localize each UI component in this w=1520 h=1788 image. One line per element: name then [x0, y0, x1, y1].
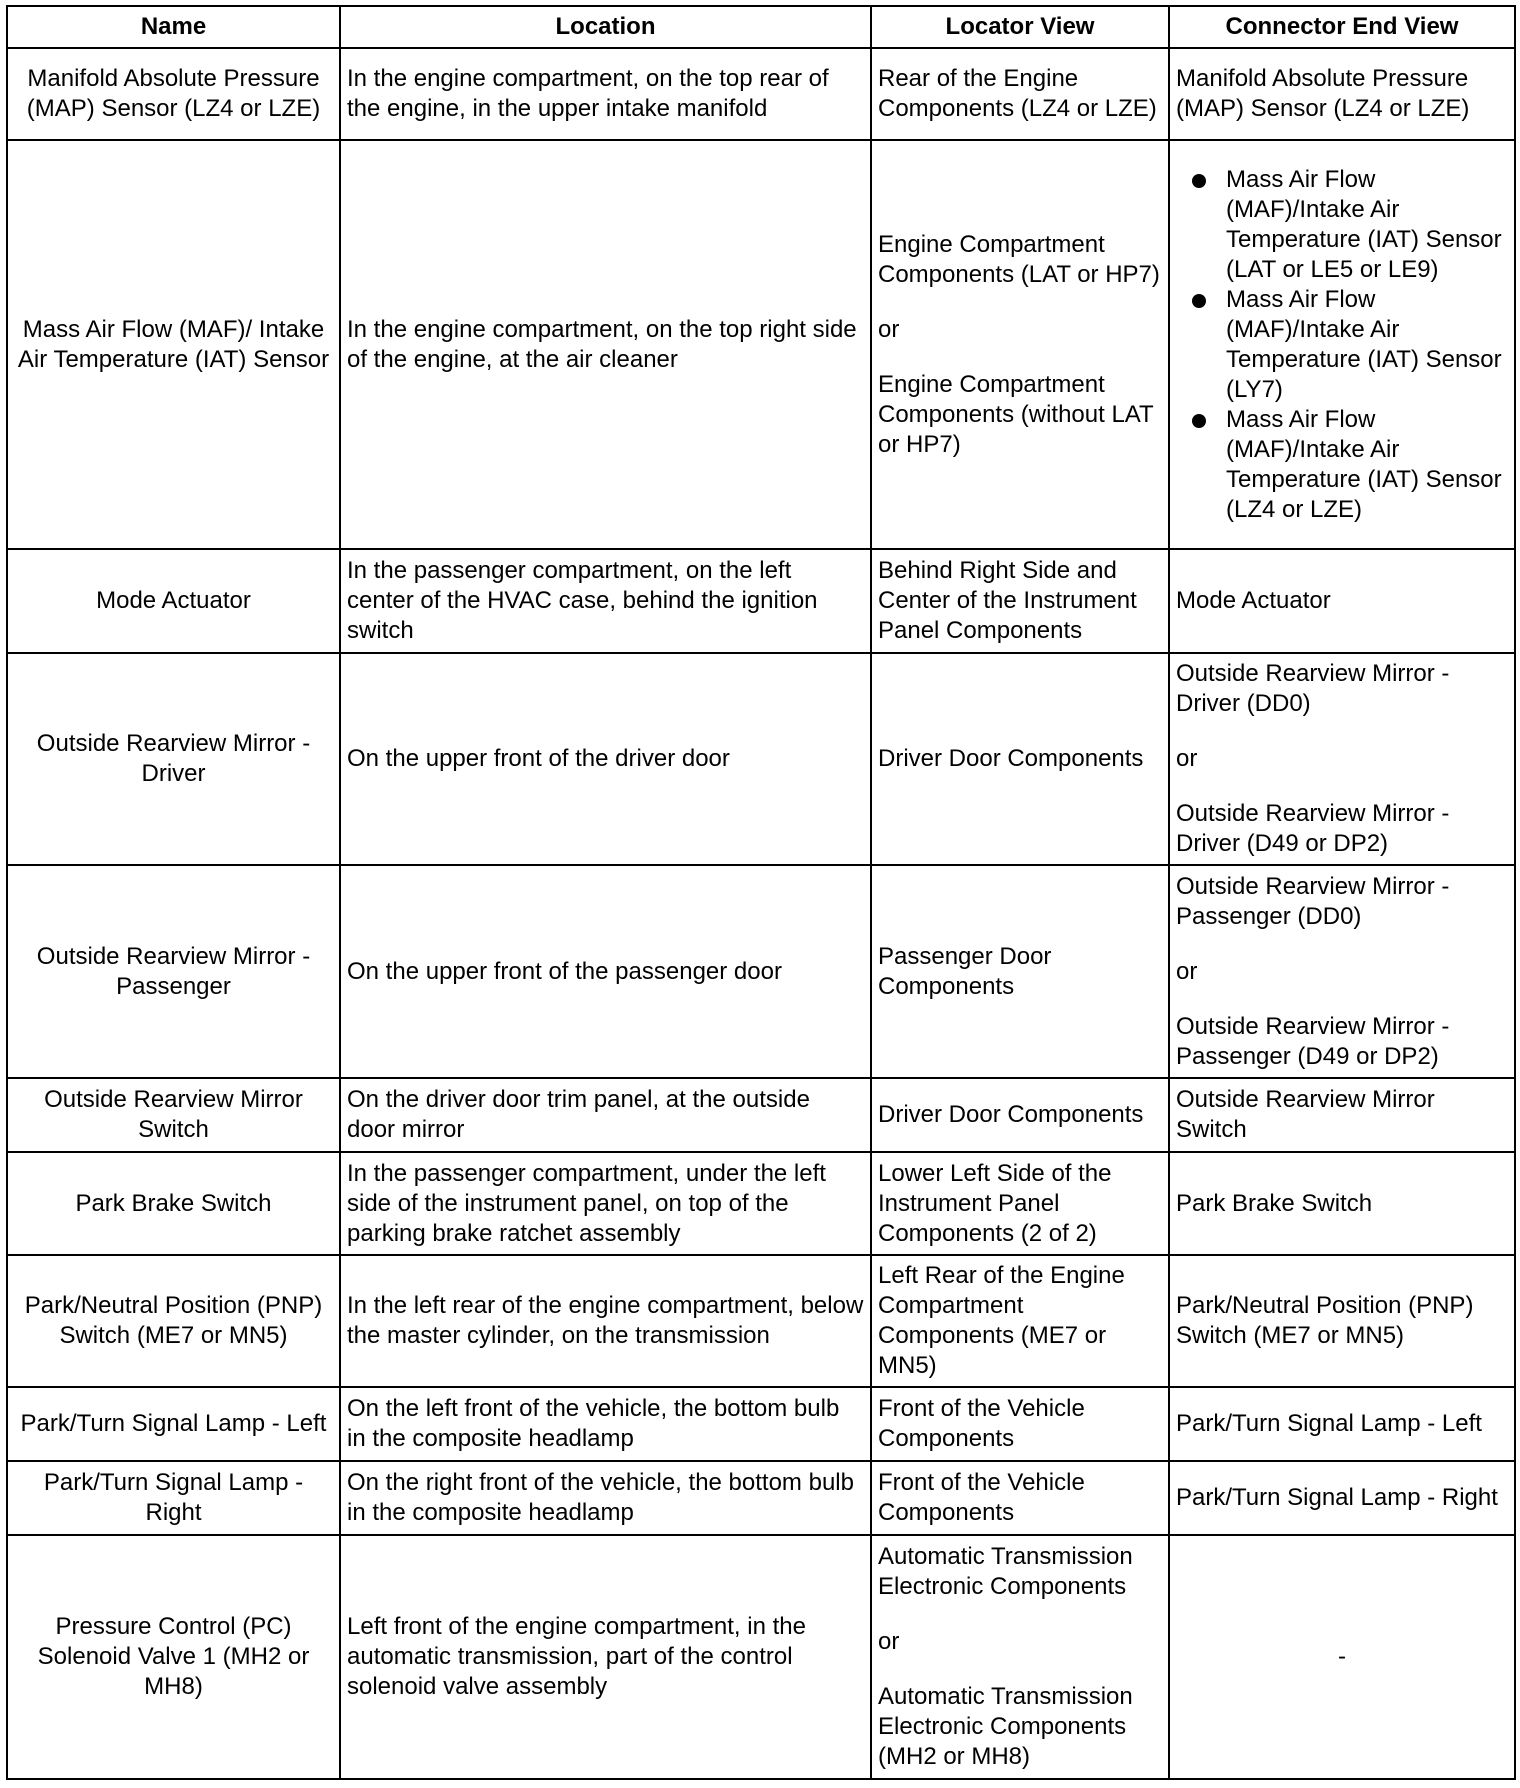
locator-view-text: Automatic Transmission Electronic Components [878, 1543, 1133, 1600]
locator-view-text: Engine Compartment Components (LAT or HP7) [878, 230, 1160, 288]
connector-view-text: Outside Rearview Mirror Switch [1176, 1086, 1435, 1143]
table-row [7, 1078, 1515, 1152]
locator-view-cell [871, 865, 1169, 1078]
connector-view-text: Mode Actuator [1176, 587, 1331, 614]
locator-view-or: or [878, 315, 900, 343]
connector-view-or: or [1176, 745, 1198, 772]
table-row [7, 1255, 1515, 1387]
connector-view-text: - [1338, 1643, 1346, 1670]
name-cell: Park Brake Switch [7, 1152, 340, 1255]
table-row [7, 140, 1515, 549]
connector-view-text: Outside Rearview Mirror - Driver (DD0) [1176, 660, 1450, 717]
bullet-icon [1192, 414, 1206, 428]
connector-view-text: Park/Turn Signal Lamp - Right [1176, 1484, 1498, 1511]
name-cell: Outside Rearview Mirror Switch [7, 1078, 340, 1152]
connector-view-text: Mass Air Flow (MAF)/Intake Air Temperature (IAT) Sensor (LZ4 or LZE) [1226, 405, 1502, 523]
connector-view-text: Outside Rearview Mirror - Driver (D49 or DP2) [1176, 800, 1450, 857]
name-cell: Pressure Control (PC) Solenoid Valve 1 (MH2 or MH8) [7, 1535, 340, 1779]
header-name: Name [7, 6, 340, 48]
connector-view-cell [1169, 48, 1515, 140]
header-row [7, 6, 1515, 48]
location-cell: On the right front of the vehicle, the bottom bulb in the composite headlamp [340, 1461, 871, 1535]
header-location: Location [340, 6, 871, 48]
connector-view-text: Mass Air Flow (MAF)/Intake Air Temperature (IAT) Sensor (LAT or LE5 or LE9) [1226, 165, 1502, 283]
location-cell: In the left rear of the engine compartment, below the master cylinder, on the transmission [340, 1255, 871, 1387]
table-row [7, 865, 1515, 1078]
locator-view-cell [871, 653, 1169, 865]
locator-view-cell [871, 1387, 1169, 1461]
locator-view-cell [871, 1152, 1169, 1255]
bullet-icon [1192, 174, 1206, 188]
locator-view-text: Lower Left Side of the Instrument Panel Components (2 of 2) [878, 1159, 1112, 1247]
header-locator-view: Locator View [871, 6, 1169, 48]
locator-view-text: Front of the Vehicle Components [878, 1469, 1085, 1526]
table-row [7, 48, 1515, 140]
table-row [7, 1461, 1515, 1535]
location-cell: On the upper front of the passenger door [340, 865, 871, 1078]
locator-view-text: Rear of the Engine Components (LZ4 or LZE) [878, 65, 1157, 122]
locator-view-cell [871, 1461, 1169, 1535]
table-row [7, 1535, 1515, 1779]
connector-view-cell [1169, 1078, 1515, 1152]
connector-view-cell [1169, 1535, 1515, 1779]
connector-view-text: Manifold Absolute Pressure (MAP) Sensor (LZ4 or LZE) [1176, 65, 1470, 122]
connector-view-text: Park Brake Switch [1176, 1189, 1373, 1217]
connector-view-cell [1169, 140, 1515, 549]
locator-view-cell [871, 1255, 1169, 1387]
locator-view-or: or [878, 1628, 900, 1655]
name-cell: Park/Turn Signal Lamp - Left [7, 1387, 340, 1461]
name-cell: Park/Turn Signal Lamp - Right [7, 1461, 340, 1535]
table-body [7, 48, 1515, 1779]
connector-view-cell [1169, 1461, 1515, 1535]
connector-view-text: Park/Neutral Position (PNP) Switch (ME7 or MN5) [1176, 1292, 1474, 1349]
connector-view-cell [1169, 653, 1515, 865]
component-locator-table [6, 5, 1516, 1780]
location-cell: On the left front of the vehicle, the bottom bulb in the composite headlamp [340, 1387, 871, 1461]
locator-view-text: Front of the Vehicle Components [878, 1395, 1085, 1452]
table-row [7, 1387, 1515, 1461]
location-cell: In the engine compartment, on the top rear of the engine, in the upper intake manifold [340, 48, 871, 140]
list-item [1176, 405, 1508, 525]
locator-view-text: Driver Door Components [878, 745, 1144, 772]
location-cell: In the passenger compartment, under the left side of the instrument panel, on top of the parking brake ratchet assembly [340, 1152, 871, 1255]
connector-view-text: Outside Rearview Mirror - Passenger (DD0) [1176, 872, 1450, 930]
connector-view-text: Park/Turn Signal Lamp - Left [1176, 1410, 1482, 1437]
connector-view-cell [1169, 549, 1515, 653]
locator-view-text: Engine Compartment Components (without LAT or HP7) [878, 370, 1154, 458]
locator-view-text: Driver Door Components [878, 1101, 1144, 1128]
name-cell: Mass Air Flow (MAF)/ Intake Air Temperature (IAT) Sensor [7, 140, 340, 549]
connector-view-cell [1169, 1255, 1515, 1387]
location-cell: On the driver door trim panel, at the outside door mirror [340, 1078, 871, 1152]
connector-view-cell [1169, 1152, 1515, 1255]
name-cell: Outside Rearview Mirror - Passenger [7, 865, 340, 1078]
list-item [1176, 165, 1508, 285]
location-cell: In the engine compartment, on the top right side of the engine, at the air cleaner [340, 140, 871, 549]
connector-view-text: Mass Air Flow (MAF)/Intake Air Temperature (IAT) Sensor (LY7) [1226, 285, 1502, 403]
locator-view-text: Left Rear of the Engine Compartment Components (ME7 or MN5) [878, 1262, 1125, 1379]
header-connector-end-view: Connector End View [1169, 6, 1515, 48]
locator-view-cell [871, 549, 1169, 653]
connector-view-cell [1169, 865, 1515, 1078]
table-header [7, 6, 1515, 48]
table-row [7, 1152, 1515, 1255]
connector-view-text: Outside Rearview Mirror - Passenger (D49 or DP2) [1176, 1012, 1450, 1070]
locator-view-cell [871, 48, 1169, 140]
location-cell: On the upper front of the driver door [340, 653, 871, 865]
bullet-icon [1192, 294, 1206, 308]
locator-view-text: Automatic Transmission Electronic Components (MH2 or MH8) [878, 1683, 1133, 1770]
locator-view-text: Passenger Door Components [878, 942, 1052, 1000]
location-cell: In the passenger compartment, on the left center of the HVAC case, behind the ignition switch [340, 549, 871, 653]
name-cell: Mode Actuator [7, 549, 340, 653]
locator-view-cell [871, 140, 1169, 549]
locator-view-cell [871, 1535, 1169, 1779]
connector-view-list [1176, 165, 1508, 525]
table-row [7, 549, 1515, 653]
name-cell: Manifold Absolute Pressure (MAP) Sensor (LZ4 or LZE) [7, 48, 340, 140]
location-cell: Left front of the engine compartment, in the automatic transmission, part of the control solenoid valve assembly [340, 1535, 871, 1779]
connector-view-or: or [1176, 957, 1198, 985]
table-row [7, 653, 1515, 865]
name-cell: Park/Neutral Position (PNP) Switch (ME7 or MN5) [7, 1255, 340, 1387]
locator-view-text: Behind Right Side and Center of the Instrument Panel Components [878, 557, 1137, 644]
locator-view-cell [871, 1078, 1169, 1152]
connector-view-cell [1169, 1387, 1515, 1461]
name-cell: Outside Rearview Mirror - Driver [7, 653, 340, 865]
list-item [1176, 285, 1508, 405]
